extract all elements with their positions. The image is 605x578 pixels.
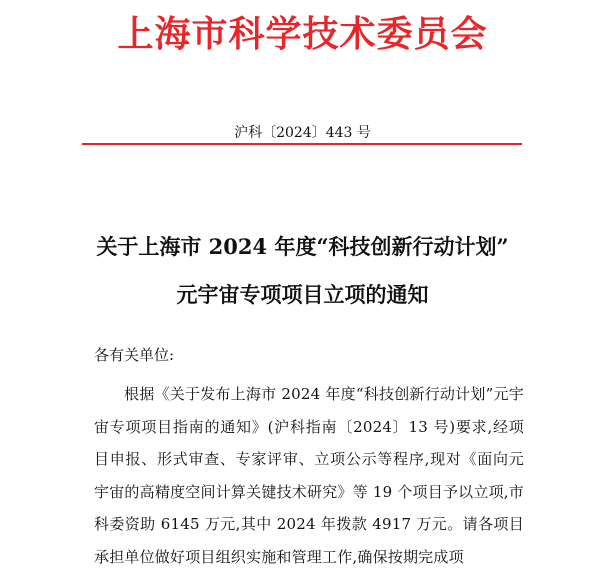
notice-title-line-1: 关于上海市 2024 年度“科技创新行动计划”	[96, 234, 509, 259]
body-paragraph: 根据《关于发布上海市 2024 年度“科技创新行动计划”元宇宙专项项目指南的通知》(沪科指南〔2024〕13 号)要求,经项目申报、形式审查、专家评审、立项公示等程序,现对《面向元宇宙的高精度空间计算关键技术研究》等 19 个项目予以立项,市科委资助 6145 万元,其中 2024 年拨款 4917 万元。请各项目承担单位做好项目组织实施和管理工作,确保按期完成项	[94, 385, 524, 566]
header-divider-rule	[82, 143, 522, 145]
agency-header-title: 上海市科学技术委员会	[117, 13, 488, 55]
salutation: 各有关单位:	[94, 346, 175, 364]
document-number: 沪科〔2024〕443 号	[234, 125, 371, 141]
notice-title-line-2: 元宇宙专项项目立项的通知	[176, 282, 429, 307]
